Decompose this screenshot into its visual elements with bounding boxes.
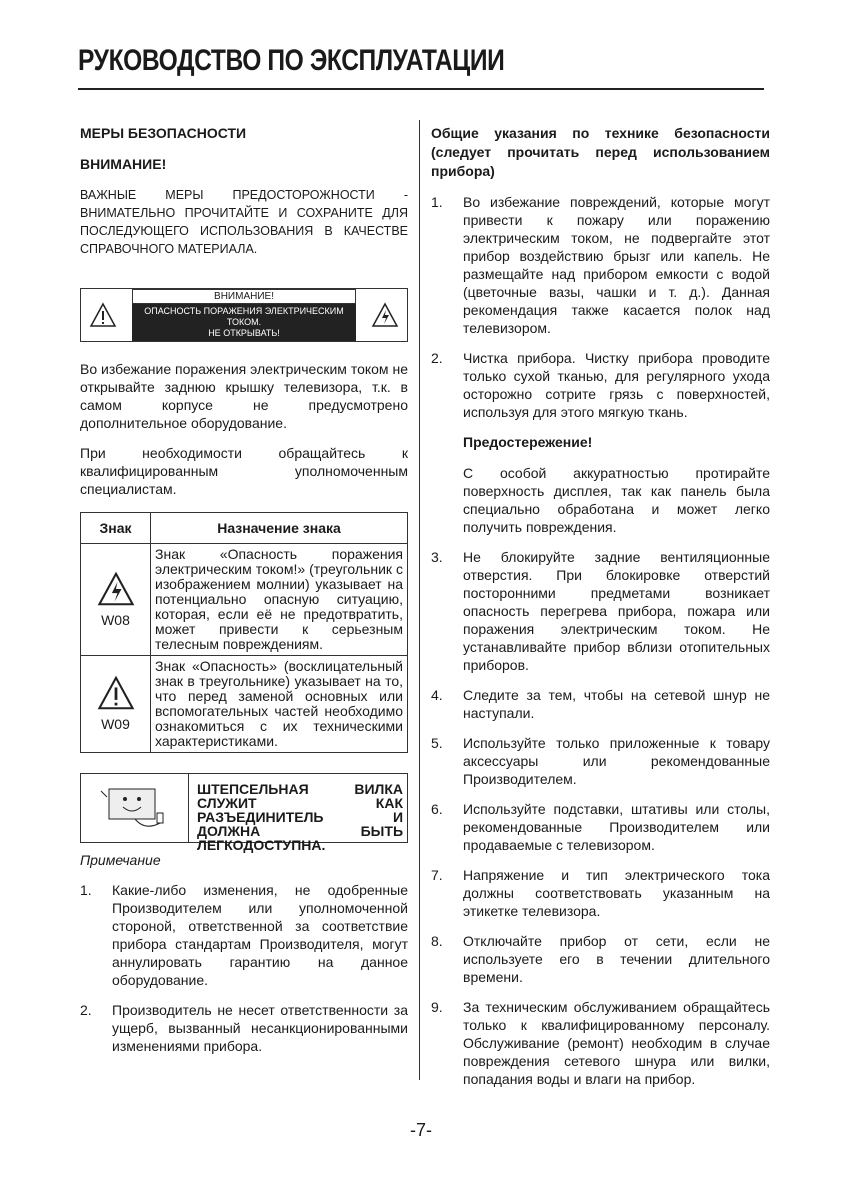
item-text: Во избежание повреждений, которые могут привести к пожару или поражению электрическим током, не подвергайте этот прибор воздействию брызг или капель. Не размещайте над прибором емкости с водой (цветочные вазы, чашки и т. д.). Данная рекомендация также касается полок над телевизором. <box>463 194 770 336</box>
warning-label-line1: ОПАСНОСТЬ ПОРАЖЕНИЯ ЭЛЕКТРИЧЕСКИМ ТОКОМ. <box>144 306 344 327</box>
list-item <box>431 686 770 722</box>
safety-heading: Общие указания по технике безопасности (следует прочитать перед использованием прибора) <box>431 125 770 179</box>
item-text: Производитель не несет ответственности за ущерб, вызванный несанкционированными изменениями прибора. <box>112 1002 408 1054</box>
column-divider <box>419 120 420 1080</box>
item-text: Какие-либо изменения, не одобренные Производителем или уполномоченной стороной, ответственной за соответствие прибора стандартам Производителя, могут аннулировать гарантию на данное оборудование. <box>112 882 408 988</box>
sign-code: W08 <box>101 611 130 628</box>
item-text: Не блокируйте задние вентиляционные отверстия. При блокировке отверстий посторонними предметами возникает опасность перегрева прибора, пожара или поражения электрическим током. Не устанавливайте прибор вблизи отопительных приборов. <box>463 549 770 673</box>
item-number: 2. <box>80 1002 92 1018</box>
item-text: Следите за тем, чтобы на сетевой шнур не наступали. <box>463 687 770 721</box>
paragraph: Во избежание поражения электрическим током не открывайте заднюю крышку телевизора, т.к. в самом корпусе не предусмотрено дополнительное оборудование. <box>80 361 408 431</box>
exclamation-triangle-icon <box>96 675 136 711</box>
item-number: 1. <box>80 882 92 898</box>
item-text: Отключайте прибор от сети, если не используете его в течении длительного времени. <box>463 933 770 985</box>
sign-code: W09 <box>101 716 130 732</box>
list-item <box>431 193 770 337</box>
title-rule <box>78 88 764 90</box>
right-column <box>431 124 770 1100</box>
list-item <box>80 881 408 989</box>
tv-plug-illustration-icon <box>95 783 175 833</box>
warning-label <box>80 288 408 342</box>
warning-label-line2: НЕ ОТКРЫВАТЬ! <box>208 328 280 338</box>
sign-description: Знак «Опасность поражения электрическим током!» (треугольник с изображением молнии) указывает на потенциально опасную ситуацию, которая, если её не предотвратить, может привести к серьезным телесным повреждениям. <box>151 544 408 656</box>
lightning-triangle-icon <box>96 571 136 607</box>
list-item <box>431 349 770 421</box>
list-item <box>431 734 770 788</box>
table-header: Назначение знака <box>151 513 408 544</box>
plug-notice <box>80 773 408 853</box>
list-item <box>431 998 770 1088</box>
caps-warning: ВАЖНЫЕ МЕРЫ ПРЕДОСТОРОЖНОСТИ - ВНИМАТЕЛЬНО ПРОЧИТАЙТЕ И СОХРАНИТЕ ДЛЯ ПОСЛЕДУЮЩЕГО ИСПОЛЬЗОВАНИЯ В КАЧЕСТВЕ СПРАВОЧНОГО МАТЕРИАЛА. <box>80 188 408 256</box>
page-title: РУКОВОДСТВО ПО ЭКСПЛУАТАЦИИ <box>78 44 505 77</box>
item-text: Используйте только приложенные к товару аксессуары или рекомендованные Производителем. <box>463 735 770 787</box>
item-number: 8. <box>431 933 443 949</box>
item-number: 1. <box>431 194 443 210</box>
list-item <box>431 800 770 854</box>
warning-label-title: ВНИМАНИЕ! <box>132 289 356 304</box>
lightning-triangle-icon <box>371 302 399 328</box>
table-row <box>81 544 408 656</box>
left-column <box>80 124 408 1067</box>
page-number: -7- <box>410 1120 432 1140</box>
table-row <box>81 656 408 753</box>
item-number: 6. <box>431 801 443 817</box>
table-header: Знак <box>81 513 151 544</box>
item-text: Напряжение и тип электрического тока должны соответствовать указанным на этикетке телевизора. <box>463 867 770 919</box>
item-text: За техническим обслуживанием обращайтесь только к квалифицированному персоналу. Обслуживание (ремонт) необходим в случае повреждения сетевого шнура или вилки, попадания воды и влаги на прибор. <box>463 999 770 1087</box>
attention-heading: ВНИМАНИЕ! <box>80 156 167 172</box>
item-number: 4. <box>431 687 443 703</box>
sign-description: Знак «Опасность» (восклицательный знак в треугольнике) указывает на то, что перед заменой основных или вспомогательных частей необходимо ознакомиться с их техническими характеристиками. <box>151 656 408 753</box>
list-item <box>431 866 770 920</box>
item-number: 2. <box>431 350 443 366</box>
item-number: 9. <box>431 999 443 1015</box>
item-number: 5. <box>431 735 443 751</box>
list-item <box>80 1001 408 1055</box>
paragraph: При необходимости обращайтесь к квалифицированным уполномоченным специалистам. <box>80 445 408 497</box>
item-number: 7. <box>431 867 443 883</box>
list-item <box>431 548 770 674</box>
item-text: Чистка прибора. Чистку прибора проводите только сухой тканью, для регулярного ухода осторожно сотрите грязь с поверхностей, используя для этого мягкую ткань. <box>463 350 770 420</box>
section-heading: МЕРЫ БЕЗОПАСНОСТИ <box>80 125 247 141</box>
caution-heading: Предостережение! <box>463 434 593 450</box>
item-text: Используйте подставки, штативы или столы, рекомендованные Производителем или продаваемые с телевизором. <box>463 801 770 853</box>
caution-text: С особой аккуратностью протирайте поверхность дисплея, так как панель была специально обработана и может легко получить повреждения. <box>463 465 770 535</box>
plug-notice-text: ШТЕПСЕЛЬНАЯ ВИЛКА СЛУЖИТ КАК РАЗЪЕДИНИТЕЛЬ И ДОЛЖНА БЫТЬ ЛЕГКОДОСТУПНА. <box>197 781 403 853</box>
signs-table <box>80 512 408 753</box>
note-heading: Примечание <box>80 852 161 868</box>
item-number: 3. <box>431 549 443 565</box>
exclamation-triangle-icon <box>89 302 117 328</box>
list-item <box>431 932 770 986</box>
